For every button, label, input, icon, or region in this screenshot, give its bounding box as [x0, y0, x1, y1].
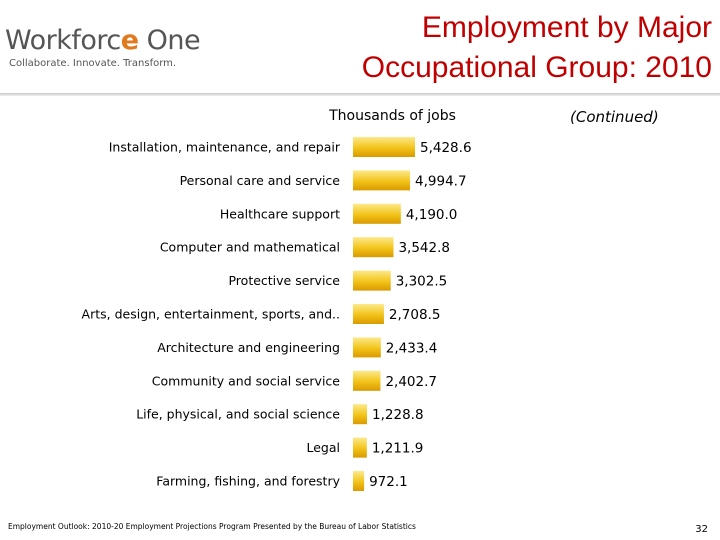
value-label: 3,542.8 [398, 240, 450, 257]
category-label: Farming, fishing, and forestry [156, 473, 340, 489]
workforce-one-logo [5, 26, 200, 69]
logo-wordmark [5, 26, 200, 56]
bar [353, 271, 391, 291]
category-label: Legal [306, 440, 340, 456]
category-label: Computer and mathematical [159, 239, 340, 255]
category-label: Installation, maintenance, and repair [108, 139, 340, 155]
chart-title: Thousands of jobs [329, 108, 456, 124]
category-label: Arts, design, entertainment, sports, and.. [81, 306, 340, 322]
bar-chart [0, 125, 720, 500]
value-label: 4,994.7 [415, 173, 467, 190]
value-label: 1,211.9 [371, 440, 424, 457]
logo-tagline: Collaborate. Innovate. Transform. [9, 58, 177, 69]
category-label: Community and social service [151, 373, 340, 389]
slide-title [362, 8, 712, 88]
slide-title-line1: Employment by Major [421, 11, 712, 44]
bar [353, 404, 367, 424]
bar [353, 137, 415, 157]
category-label: Architecture and engineering [157, 339, 340, 355]
value-label: 972.1 [369, 474, 408, 490]
bar [353, 438, 367, 458]
bar [353, 170, 410, 190]
value-label: 2,433.4 [385, 340, 438, 357]
page-number: 32 [695, 524, 708, 535]
value-label: 3,302.5 [395, 273, 448, 290]
value-label: 5,428.6 [420, 140, 472, 156]
bar [353, 337, 381, 357]
continued-label: (Continued) [570, 108, 659, 126]
slide-title-line2: Occupational Group: 2010 [361, 51, 712, 84]
bar [353, 471, 364, 491]
bar [353, 204, 401, 224]
bar [353, 237, 393, 257]
category-label: Healthcare support [219, 206, 340, 222]
logo-word-suffix: One [138, 25, 201, 56]
footer-source: Employment Outlook: 2010-20 Employment Projections Program Presented by the Bureau of Labor Statistics [8, 522, 416, 531]
bar [353, 304, 384, 324]
logo-word-prefix: Workforc [5, 25, 121, 56]
logo-word-e: e [120, 25, 139, 56]
bar-series [82, 137, 472, 491]
value-label: 1,228.8 [372, 407, 424, 424]
bar [353, 371, 380, 391]
value-label: 2,708.5 [388, 307, 441, 323]
category-label: Personal care and service [179, 172, 340, 188]
header-divider [0, 93, 720, 96]
value-label: 2,402.7 [385, 373, 437, 390]
category-label: Life, physical, and social science [136, 406, 340, 422]
category-label: Protective service [228, 273, 340, 289]
value-label: 4,190.0 [405, 206, 458, 223]
